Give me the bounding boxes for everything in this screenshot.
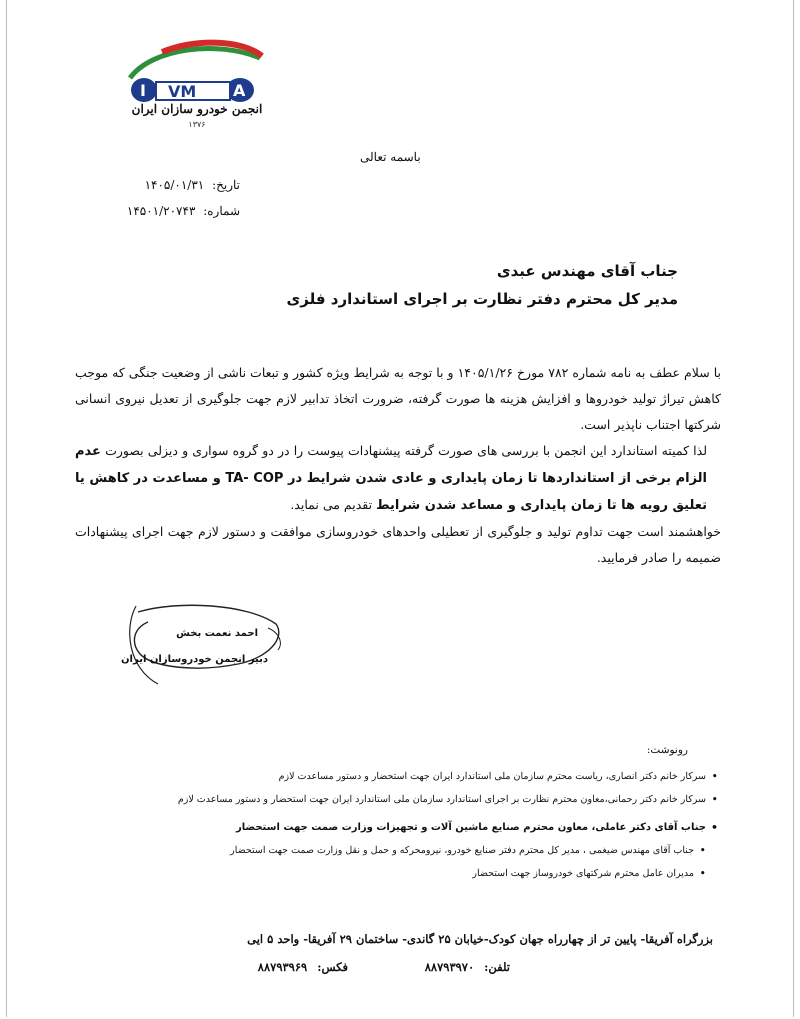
logo-letter-a: A [233,81,246,100]
body-paragraph-2-end: تقدیم می نماید. [290,497,373,512]
date-row [120,178,240,192]
body-paragraph-3: خواهشمند است جهت تداوم تولید و جلوگیری از تعطیلی واحدهای خودروسازی موافقت و دستور لازم جهت اجرای پیشنهادات ضمیمه را صادر فرمایید. [75,524,721,565]
date-label: تاریخ: [212,178,240,192]
copies-heading: رونوشت: [646,744,688,756]
logo-year: ۱۳۷۶ [188,120,206,129]
letter-body [75,360,721,571]
body-paragraph-2-intro: لذا کمیته استاندارد این انجمن با بررسی های صورت گرفته پیشنهادات پیوست را در دو گروه سواری و دیزلی بصورت [105,443,708,458]
logo-letter-i: I [140,81,146,100]
number-label: شماره: [203,204,240,218]
recipient-name: جناب آقای مهندس عبدی [496,262,678,280]
footer-fax [252,960,348,974]
phone-label: تلفن: [484,960,510,974]
number-value: ۱۴۵۰۱/۲۰۷۴۳ [126,204,196,218]
signatory-name: احمد نعمت بخش [176,628,258,639]
copy-item: • جناب آقای مهندس ضیغمی ، مدیر کل محترم دفتر صنایع خودرو، نیرومحرکه و حمل و نقل وزارت صمت جهت استحضار [118,844,706,858]
ivma-logo-mark [122,30,272,105]
body-paragraph-2 [75,438,721,519]
copies-list [118,770,718,890]
signatory-title: دبیر انجمن خودروسازان ایران [121,654,268,665]
ivma-logo [122,30,272,138]
copy-item: • جناب آقای دکتر عاملی، معاون محترم صنایع ماشین آلات و تجهیزات وزارت صمت جهت استحضار [118,821,718,835]
body-paragraph-2-emphasis: عدم الزام برخی از استانداردها تا زمان پایداری و عادی شدن شرایط در TA- COP و مساعدت در کاهش یا تعلیق رویه ها تا زمان پایداری و مساعد شدن شرایط [75,444,708,513]
footer-phone [419,960,510,974]
recipient-title: مدیر کل محترم دفتر نظارت بر اجرای استاندارد فلزی [286,290,678,308]
phone-value: ۸۸۷۹۳۹۷۰ [424,960,475,974]
logo-org-name: انجمن خودرو سازان ایران [131,102,263,116]
body-paragraph-1: با سلام عطف به نامه شماره ۷۸۲ مورخ ۱۴۰۵/۱/۲۶ و با توجه به شرایط ویژه کشور و تبعات ناشی از وضعیت جنگی که موجب کاهش تیراژ تولید خودروها و افزایش هزینه ها صورت گرفته، ضرورت اتخاذ تدابیر لازم جهت جلوگیری از تعدیل نیروی انسانی شرکتها اجتناب ناپذیر است. [75,365,721,432]
logo-letters-vm: VM [168,82,197,101]
date-value: ۱۴۰۵/۰۱/۳۱ [144,178,205,192]
number-row [120,204,240,218]
fax-label: فکس: [317,960,348,974]
copy-item: • سرکار خانم دکتر رحمانی،معاون محترم نظارت بر اجرای استاندارد سازمان ملی استاندارد ایران جهت استحضار و دستور مساعدت لازم [118,793,718,807]
copy-item: • سرکار خانم دکتر انصاری، ریاست محترم سازمان ملی استاندارد ایران جهت استحضار و دستور مساعدت لازم [118,770,718,784]
signature-scribble [118,598,288,690]
fax-value: ۸۸۷۹۳۹۶۹ [257,960,308,974]
greeting: باسمه تعالی [360,150,421,164]
footer-address: بزرگراه آفریقا- پایین تر از چهارراه جهان کودک-خیابان ۲۵ گاندی- ساختمان ۲۹ آفریقا- واحد ۵ ایی [247,932,713,946]
copy-item: • مدیران عامل محترم شرکتهای خودروساز جهت استحضار [118,867,706,881]
